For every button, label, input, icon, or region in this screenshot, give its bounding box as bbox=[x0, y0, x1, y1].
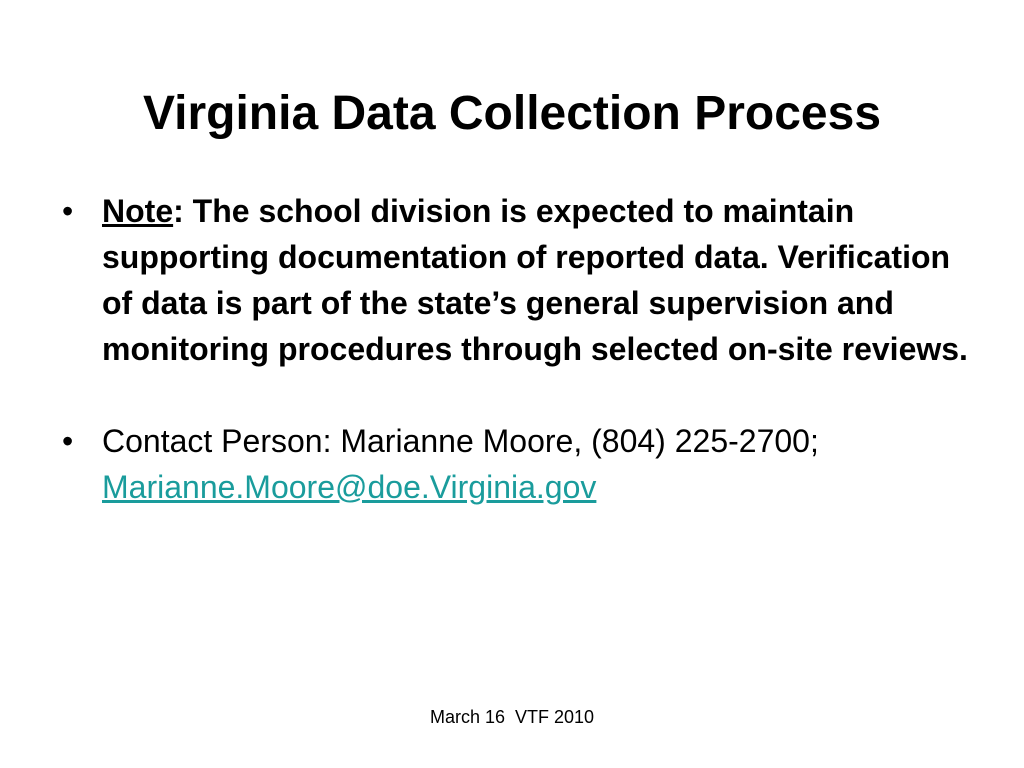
note-label: Note bbox=[102, 193, 174, 229]
slide-title: Virginia Data Collection Process bbox=[142, 87, 882, 140]
note-text: : The school division is expected to maintain supporting documentation of reported data. Verification of data is part of the state’s general supervision and monitoring procedures through selected on-site reviews. bbox=[102, 193, 968, 367]
contact-text: Contact Person: Marianne Moore, (804) 225-2700; bbox=[102, 423, 819, 459]
bullet-dot-icon: • bbox=[62, 193, 74, 229]
bullet-list bbox=[62, 188, 982, 510]
contact-email-link[interactable]: Marianne.Moore@doe.Virginia.gov bbox=[102, 469, 597, 505]
contact-bullet bbox=[62, 418, 982, 510]
bullet-dot-icon: • bbox=[62, 423, 74, 459]
note-bullet bbox=[62, 188, 982, 372]
slide-footer: March 16 VTF 2010 bbox=[429, 707, 595, 727]
